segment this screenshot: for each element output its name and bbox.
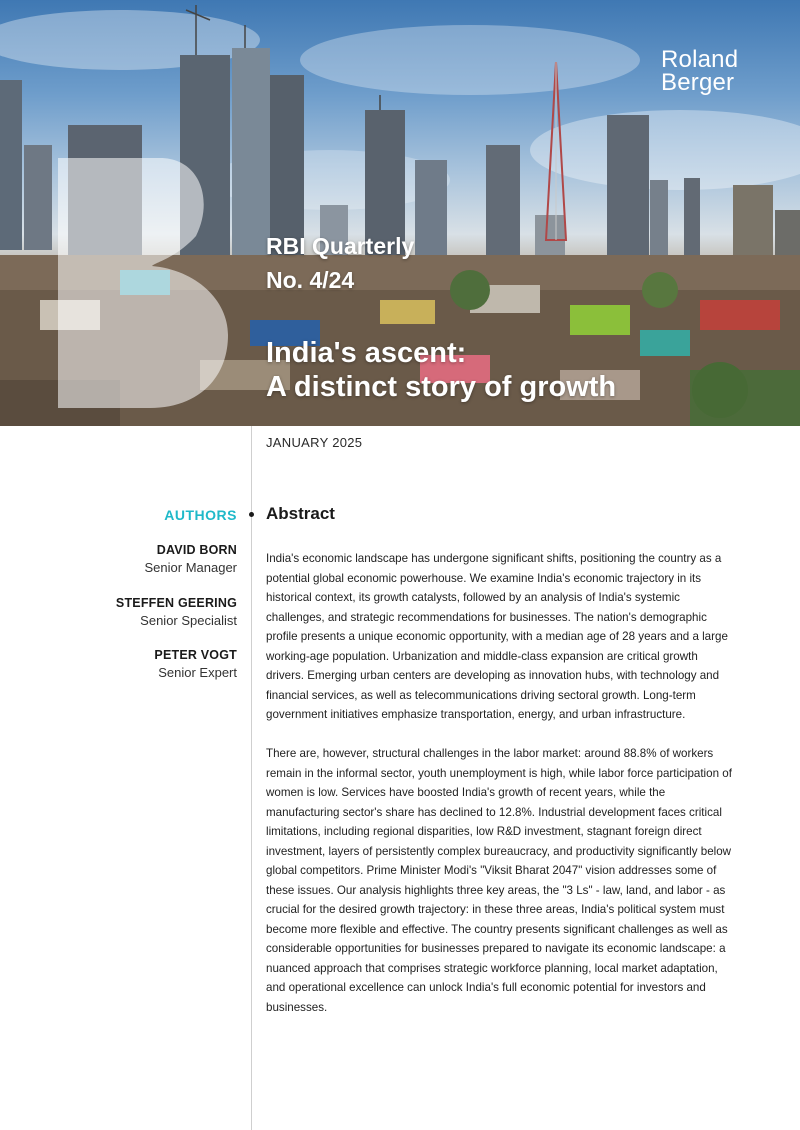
report-title-line-1: India's ascent: bbox=[266, 337, 467, 369]
publication-date: JANUARY 2025 bbox=[266, 435, 363, 450]
author-peter-vogt bbox=[154, 646, 237, 682]
section-bullet-dot bbox=[249, 512, 254, 517]
publication-series bbox=[266, 229, 414, 297]
abstract-body bbox=[266, 549, 736, 1037]
brand-logo-line-1: Roland bbox=[661, 46, 739, 73]
cover-photo bbox=[0, 0, 800, 426]
author-name: PETER VOGT bbox=[154, 648, 237, 662]
brand-logo bbox=[661, 48, 738, 94]
author-name: STEFFEN GEERING bbox=[115, 596, 237, 610]
brand-logo-line-2: Berger bbox=[661, 69, 735, 96]
abstract-paragraph-2: There are, however, structural challenges in the labor market: around 88.8% of workers remain in the informal sector, youth unemployment is high, while labor force participation of women is low. Services have boosted India's growth of recent years, while the manufacturing sector's share has declined to 12.8%. Industrial development faces critical limitations, including regional disparities, low R&D investment, stagnant foreign direct investment, layers of persistently complex bureaucracy, and productivity significantly below global competitors. Prime Minister Modi's "Viksit Bharat 2047" vision addresses some of these issues. Our analysis highlights three key areas, the "3 Ls" - law, land, and labor - as crucial for the desired growth trajectory: in these three areas, India's political system must become more flexible and effective. The country presents significant challenges as well as considerable opportunities for businesses prepared to navigate its economic landscape: a nuanced approach that comprises strategic workforce planning, local market adaptation, and operational excellence can unlock India's full economic potential for investors and businesses. bbox=[266, 747, 732, 1014]
author-role: Senior Expert bbox=[158, 665, 237, 680]
abstract-heading: Abstract bbox=[266, 504, 335, 523]
author-steffen-geering bbox=[116, 594, 237, 630]
author-david-born bbox=[145, 541, 238, 577]
column-divider bbox=[251, 426, 252, 1130]
report-title bbox=[266, 336, 616, 404]
author-name: DAVID BORN bbox=[156, 543, 237, 557]
issue-number: No. 4/24 bbox=[266, 267, 355, 293]
author-role: Senior Manager bbox=[144, 560, 237, 575]
abstract-paragraph-1: India's economic landscape has undergone significant shifts, positioning the country as a potential global economic powerhouse. We examine India's economic trajectory in its historical context, its growth catalysts, followed by an analysis of India's systemic challenges, and strategic recommendations for businesses. The nation's demographic profile presents a unique economic opportunity, with a median age of 28 years and a large working-age population. Urbanization and middle-class expansion are critical growth drivers. Emerging urban centers are developing as innovation hubs, with technology and financial services, as well as telecommunications driving sectoral growth. Long-term government initiatives emphasize transportation, energy, and urban infrastructure. bbox=[266, 552, 728, 721]
report-title-line-2: A distinct story of growth bbox=[266, 371, 617, 403]
author-role: Senior Specialist bbox=[140, 613, 237, 628]
authors-heading: AUTHORS bbox=[164, 507, 237, 523]
series-name: RBI Quarterly bbox=[266, 233, 415, 259]
